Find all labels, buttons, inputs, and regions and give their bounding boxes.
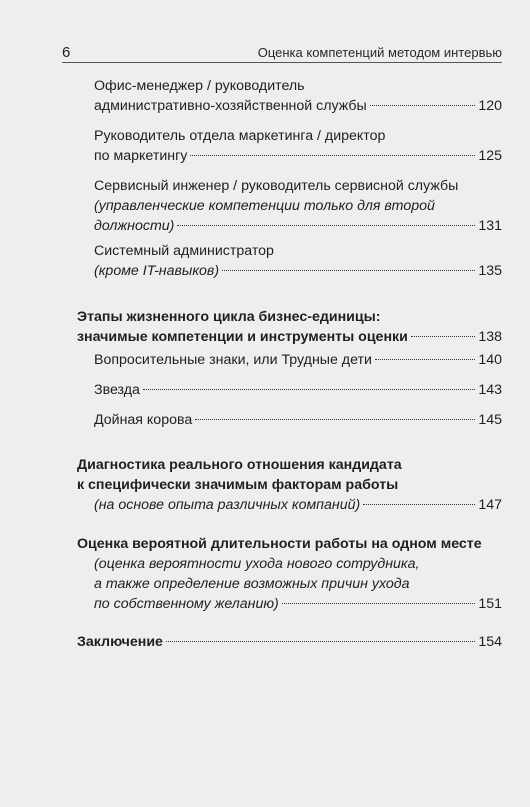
toc-page-number: 120	[478, 98, 502, 114]
toc-page-number: 138	[478, 329, 502, 345]
dot-leader	[143, 389, 475, 390]
dot-leader	[375, 359, 475, 360]
toc-entry-line: Заключение	[77, 634, 163, 650]
toc-page-number: 151	[478, 596, 502, 612]
toc-page-number: 125	[478, 148, 502, 164]
dot-leader	[190, 155, 475, 156]
toc-entry-line: должности)	[94, 218, 175, 234]
toc-section-entry[interactable]	[77, 307, 502, 347]
toc-entry-line: к специфически значимым факторам работы	[77, 477, 399, 493]
toc-page-number: 143	[478, 382, 502, 398]
header-rule	[62, 62, 502, 63]
toc-page-number: 154	[478, 634, 502, 650]
toc-entry-line: административно-хозяйственной службы	[94, 98, 367, 114]
toc-entry[interactable]	[94, 176, 502, 236]
toc-entry[interactable]	[94, 241, 502, 281]
toc-entry-line: Диагностика реального отношения кандидата	[77, 457, 402, 473]
toc-entry-line: Дойная корова	[94, 412, 193, 428]
toc-entry[interactable]	[94, 350, 502, 370]
page-number: 6	[62, 44, 71, 61]
toc-entry-line: Этапы жизненного цикла бизнес-единицы:	[77, 309, 381, 325]
dot-leader	[363, 504, 475, 505]
toc-section-entry[interactable]	[77, 455, 502, 515]
toc-entry-line: Руководитель отдела маркетинга / директор	[94, 128, 386, 144]
toc-entry-line: (оценка вероятности ухода нового сотрудника,	[94, 556, 420, 572]
toc-entry-line: Офис-менеджер / руководитель	[94, 78, 305, 94]
toc-entry-line: (кроме IT-навыков)	[94, 263, 220, 279]
toc-page-number: 131	[478, 218, 502, 234]
toc-entry[interactable]	[94, 126, 502, 166]
toc-entry-line: Оценка вероятной длительности работы на одном месте	[77, 536, 482, 552]
toc-entry-line: (на основе опыта различных компаний)	[94, 497, 361, 513]
toc-section-entry[interactable]	[77, 534, 502, 614]
dot-leader	[195, 419, 475, 420]
toc-entry-line: по маркетингу	[94, 148, 188, 164]
toc-page-number: 135	[478, 263, 502, 279]
dot-leader	[177, 225, 475, 226]
toc-entry[interactable]	[94, 76, 502, 116]
toc-entry[interactable]	[94, 410, 502, 430]
toc-page-number: 145	[478, 412, 502, 428]
toc-entry-line: (управленческие компетенции только для второй	[94, 198, 435, 214]
dot-leader	[411, 336, 475, 337]
dot-leader	[370, 105, 476, 106]
toc-page-number: 140	[478, 352, 502, 368]
toc-entry-line: значимые компетенции и инструменты оценки	[77, 329, 408, 345]
dot-leader	[282, 603, 476, 604]
toc-entry-line: а также определение возможных причин ухода	[94, 576, 410, 592]
toc-page-number: 147	[478, 497, 502, 513]
toc-entry[interactable]	[94, 380, 502, 400]
toc-entry-line: по собственному желанию)	[94, 596, 279, 612]
toc-entry-line: Системный администратор	[94, 243, 274, 259]
dot-leader	[222, 270, 475, 271]
running-header-title: Оценка компетенций методом интервью	[257, 45, 502, 60]
toc-entry-line: Вопросительные знаки, или Трудные дети	[94, 352, 372, 368]
toc-entry-line: Сервисный инженер / руководитель сервисной службы	[94, 178, 459, 194]
toc-section-entry[interactable]	[77, 632, 502, 652]
toc-entry-line: Звезда	[94, 382, 140, 398]
dot-leader	[166, 641, 475, 642]
